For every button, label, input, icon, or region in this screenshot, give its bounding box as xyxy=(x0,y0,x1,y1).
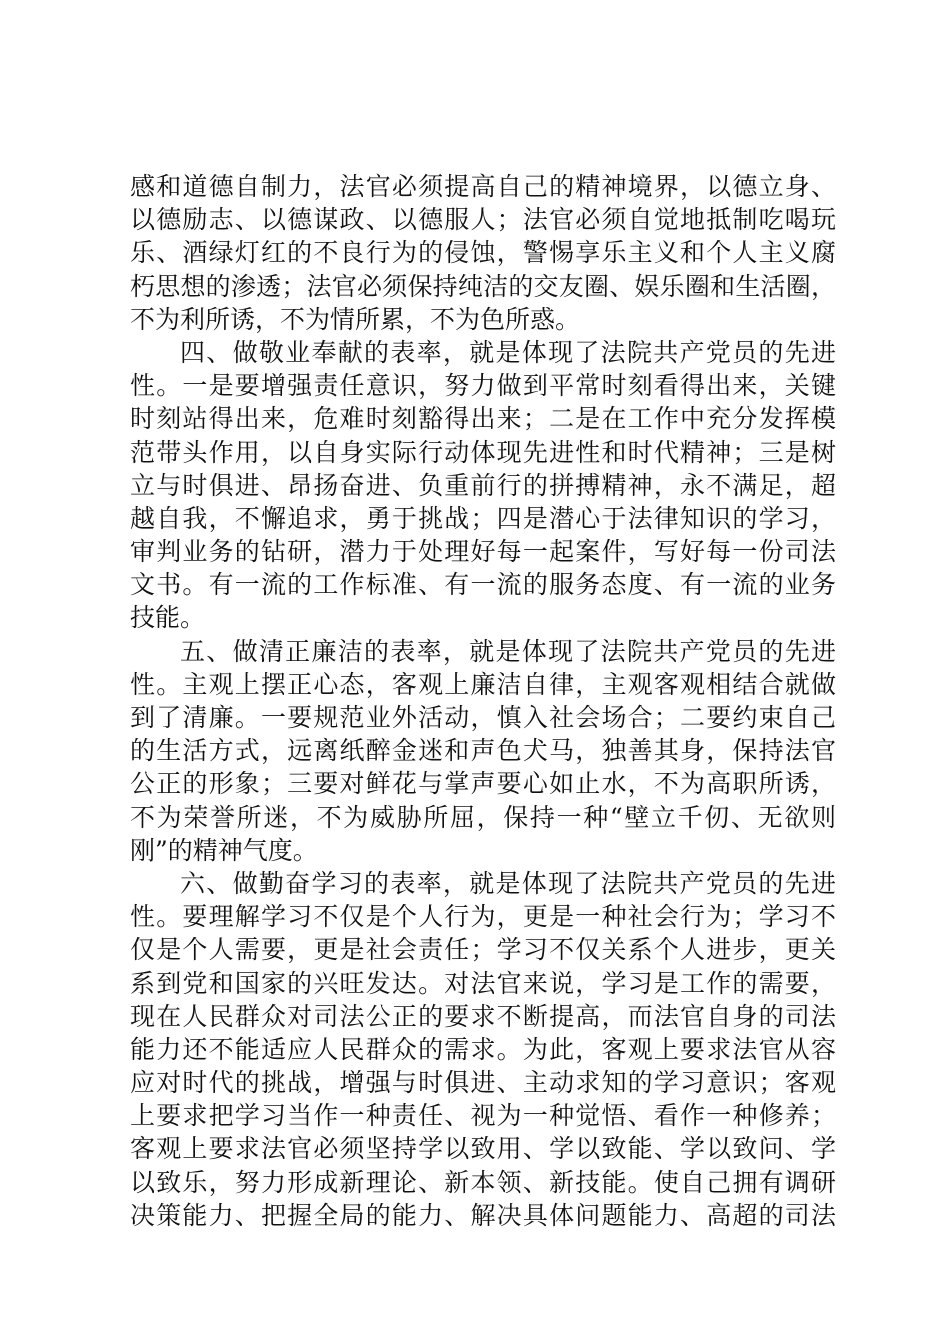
text-line: 性。一是要增强责任意识，努力做到平常时刻看得出来，关键 xyxy=(130,371,836,401)
text-line: 到了清廉。一要规范业外活动，慎入社会场合；二要约束自己 xyxy=(130,703,836,732)
text-line: 的生活方式，远离纸醉金迷和声色犬马，独善其身，保持法官 xyxy=(130,736,836,766)
text-line: 仅是个人需要，更是社会责任；学习不仅关系个人进步，更关 xyxy=(130,935,836,965)
text-line: 感和道德自制力，法官必须提高自己的精神境界，以德立身、 xyxy=(130,172,836,201)
text-line: 朽思想的渗透；法官必须保持纯洁的交友圈、娱乐圈和生活圈， xyxy=(130,271,836,301)
text-line: 应对时代的挑战，增强与时俱进、主动求知的学习意识；客观 xyxy=(130,1068,836,1098)
text-line: 越自我，不懈追求，勇于挑战；四是潜心于法律知识的学习， xyxy=(130,503,836,533)
text-line: 不为荣誉所迷，不为威胁所屈，保持一种“壁立千仞、无欲则 xyxy=(130,802,836,832)
text-line: 审判业务的钻研，潜力于处理好每一起案件，写好每一份司法 xyxy=(130,537,836,567)
text-line: 以德励志、以德谋政、以德服人；法官必须自觉地抵制吃喝玩 xyxy=(130,205,836,235)
text-line: 时刻站得出来，危难时刻豁得出来；二是在工作中充分发挥模 xyxy=(130,404,836,434)
text-line: 性。主观上摆正心态，客观上廉洁自律，主观客观相结合就做 xyxy=(130,669,836,699)
text-line: 刚”的精神气度。 xyxy=(130,835,318,865)
section-6-heading-line: 六、做勤奋学习的表率，就是体现了法院共产党员的先进 xyxy=(180,868,836,898)
text-line: 文书。有一流的工作标准、有一流的服务态度、有一流的业务 xyxy=(130,570,836,600)
text-line: 立与时俱进、昂扬奋进、负重前行的拼搏精神，永不满足，超 xyxy=(130,470,836,500)
text-line: 客观上要求法官必须坚持学以致用、学以致能、学以致问、学 xyxy=(130,1134,836,1164)
text-line: 系到党和国家的兴旺发达。对法官来说，学习是工作的需要， xyxy=(130,968,836,998)
text-line: 范带头作用，以自身实际行动体现先进性和时代精神；三是树 xyxy=(130,437,836,467)
text-line: 上要求把学习当作一种责任、视为一种觉悟、看作一种修养； xyxy=(130,1101,836,1131)
text-line: 技能。 xyxy=(130,603,206,633)
text-line: 公正的形象；三要对鲜花与掌声要心如止水，不为高职所诱， xyxy=(130,769,836,799)
document-body xyxy=(130,170,836,1232)
section-5-heading-line: 五、做清正廉洁的表率，就是体现了法院共产党员的先进 xyxy=(180,636,836,666)
text-line: 现在人民群众对司法公正的要求不断提高，而法官自身的司法 xyxy=(130,1001,836,1031)
text-line: 以致乐，努力形成新理论、新本领、新技能。使自己拥有调研 xyxy=(130,1167,836,1197)
text-line: 能力还不能适应人民群众的需求。为此，客观上要求法官从容 xyxy=(130,1034,836,1064)
text-line: 乐、酒绿灯红的不良行为的侵蚀，警惕享乐主义和个人主义腐 xyxy=(130,238,836,268)
section-4-heading-line: 四、做敬业奉献的表率，就是体现了法院共产党员的先进 xyxy=(180,337,836,367)
text-line: 性。要理解学习不仅是个人行为，更是一种社会行为；学习不 xyxy=(130,902,836,932)
text-line: 决策能力、把握全局的能力、解决具体问题能力、高超的司法 xyxy=(130,1200,836,1230)
text-line: 不为利所诱，不为情所累，不为色所惑。 xyxy=(130,304,581,334)
